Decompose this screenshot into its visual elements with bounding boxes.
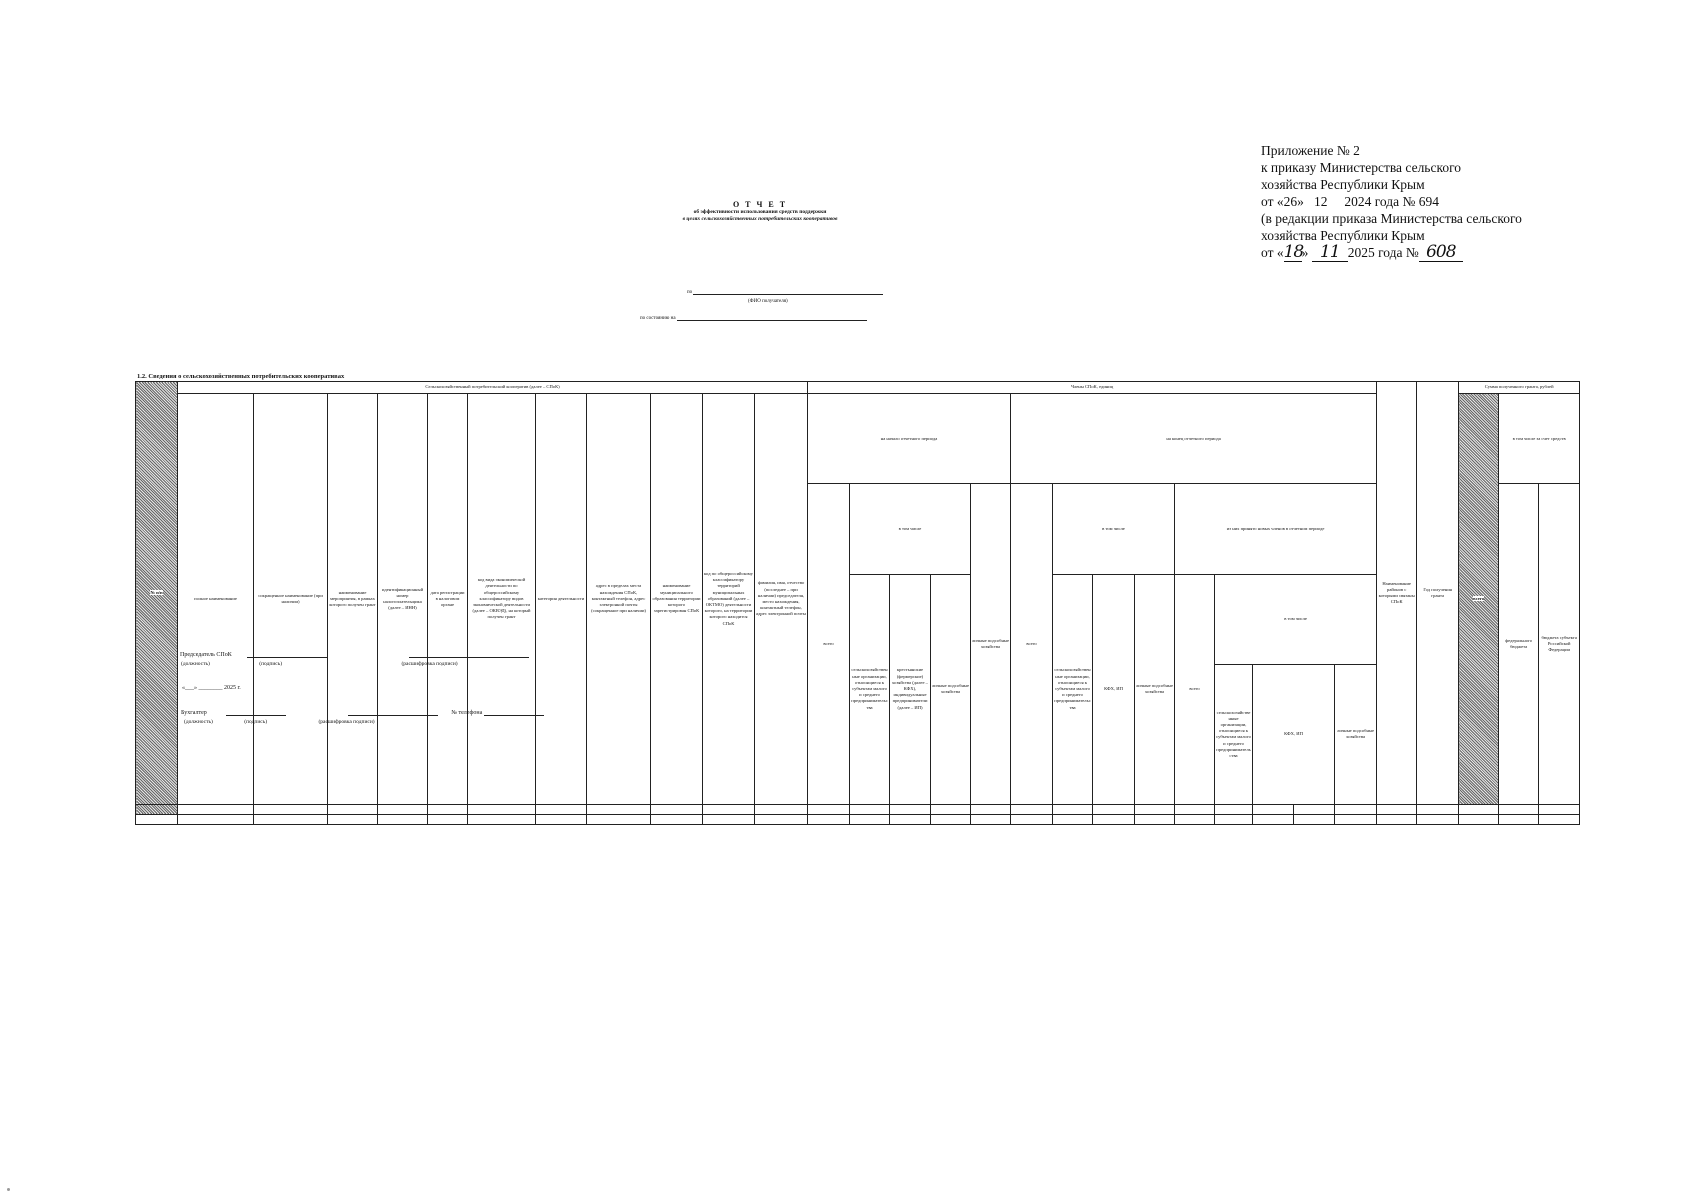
recipient-caption: (ФИО получателя) <box>748 299 788 304</box>
group-members-header: Члены СПоК, единиц <box>808 382 1377 394</box>
col-start-kfh-ip-header: крестьянские (фермерские) хозяйства (далее – КФХ), индивидуальные предприниматели (далее – ИП) <box>890 574 931 804</box>
scan-speck <box>7 1188 10 1191</box>
group-grant-sum-header: Сумма полученного гранта, рублей <box>1459 382 1580 394</box>
handwritten-day: 18 <box>1283 242 1304 262</box>
col-full-name-header: полное наименование <box>178 394 254 805</box>
col-new-lph-header: личные подсобные хозяйства <box>1335 664 1377 804</box>
col-inn-header: идентификационный номер налогоплательщика (далее – ИНН) <box>378 394 428 805</box>
spok-table <box>135 381 1580 825</box>
col-region-header: Наименование районов с которыми связаны СПоК <box>1377 382 1417 805</box>
col-federal-budget-header: федерального бюджета <box>1499 484 1539 805</box>
col-municipality-header: наименование муниципального образования территории которого зарегистрирован СПоК <box>651 394 703 805</box>
group-end-header: на конец отчетного периода <box>1011 394 1377 484</box>
col-start-agri-orgs-header: сельскохозяйственные организации, относящиеся к субъектам малого и среднего предпринимательства <box>850 574 890 804</box>
col-okved-header: код вида экономической деятельности по общероссийскому классификатору видов экономической деятельности (далее – ОКВЭД), на который получен грант <box>468 394 536 805</box>
end-in-that-number: в том числе <box>1053 484 1175 574</box>
new-in-that-number: в том числе <box>1215 574 1377 664</box>
col-new-agri-orgs-header: сельскохозяйственные организации, относящиеся к субъектам малого и среднего предпринимательства <box>1215 664 1253 804</box>
col-oktmo-header: код по общероссийскому классификатору территорий муниципальных образований (далее – ОКТМО) деятельности которого, на территории которого находится СПоК <box>703 394 755 805</box>
recipient-underline <box>693 287 883 295</box>
group-new-header: из них принято новых членов в отчетном периоде <box>1175 484 1377 574</box>
accountant-signature-line: Бухгалтер № телефона <box>181 708 544 716</box>
accountant-signature-captions: (должность) (подпись) (расшифровка подписи) <box>184 719 375 725</box>
col-start-lph-header: личные подсобные хозяйства <box>971 484 1011 805</box>
col-address-header: адрес в пределах места нахождения СПоК, контактный телефон, адрес электронной почты (сокращенное при наличии) <box>587 394 651 805</box>
col-reg-date-header: дата регистрации в налоговом органе <box>428 394 468 805</box>
group-including-header: в том числе за счет средств <box>1499 394 1580 484</box>
handwritten-month: 11 <box>1312 244 1348 262</box>
col-end-agri-orgs-header: сельскохозяйственные организации, относящиеся к субъектам малого и среднего предпринимательства <box>1053 574 1093 804</box>
col-grant-total-header: всего <box>1459 394 1499 805</box>
appendix-line-4: от «26» 12 2024 года № 694 <box>1261 194 1440 209</box>
section-heading: 1.2. Сведения о сельскохозяйственных потребительских кооперативах <box>137 373 345 380</box>
table-row <box>136 814 1580 824</box>
col-end-total-header: всего <box>1011 484 1053 805</box>
col-grant-year-header: Год получения гранта <box>1417 382 1459 805</box>
col-number-header: № п/п <box>136 382 178 805</box>
date-underline <box>677 313 867 321</box>
handwritten-order-number: 608 <box>1419 244 1463 262</box>
table-row <box>136 804 1580 814</box>
start-in-that-number: в том числе <box>850 484 971 574</box>
col-category-header: категория деятельности <box>536 394 587 805</box>
appendix-line-5: (в редакции приказа Министерства сельского <box>1261 211 1522 226</box>
col-subject-budget-header: бюджета субъекта Российской Федерации <box>1539 484 1580 805</box>
appendix-block <box>1261 142 1661 262</box>
col-start-total-header: всего <box>808 484 850 805</box>
report-subtitle-2: в целях сельскохозяйственных потребительских кооперативов <box>682 216 838 222</box>
report-subtitle-1: об эффективности использования средств поддержки <box>693 209 827 215</box>
appendix-line-1: Приложение № 2 <box>1261 143 1360 158</box>
col-short-name-header: сокращенное наименование (при наличии) <box>254 394 328 805</box>
chair-signature-captions: (должность) (подпись) (расшифровка подписи) <box>181 661 458 667</box>
chair-signature-line: Председатель СПоК <box>180 650 529 658</box>
appendix-line-6: хозяйства Республики Крым <box>1261 228 1425 243</box>
col-new-kfh-ip-header: КФХ, ИП <box>1253 664 1335 804</box>
appendix-line-7: от «18» 11 2025 года № 608 <box>1261 244 1661 262</box>
col-chairman-header: фамилия, имя, отчество (последнее – при наличии) председателя, место нахождения, контактный телефон, адрес электронной почты <box>755 394 808 805</box>
report-title: О Т Ч Е Т <box>732 200 788 209</box>
group-start-header: на начало отчетного периода <box>808 394 1011 484</box>
report-title-block <box>600 200 920 223</box>
recipient-line: по <box>687 287 883 295</box>
signature-date: «___» ________ 2025 г. <box>182 685 241 691</box>
col-start-lph-sub-header: личные подсобные хозяйства <box>931 574 971 804</box>
col-end-lph-header: личные подсобные хозяйства <box>1135 574 1175 804</box>
appendix-line-3: хозяйства Республики Крым <box>1261 177 1425 192</box>
date-line: по состоянию на <box>640 313 867 321</box>
group-spok-header: Сельскохозяйственный потребительский кооператив (далее – СПоК) <box>178 382 808 394</box>
col-new-total-header: всего <box>1175 574 1215 804</box>
col-end-kfh-ip-header: КФХ, ИП <box>1093 574 1135 804</box>
appendix-line-2: к приказу Министерства сельского <box>1261 160 1462 175</box>
col-grant-event-header: наименование мероприятия, в рамках которого получен грант <box>328 394 378 805</box>
